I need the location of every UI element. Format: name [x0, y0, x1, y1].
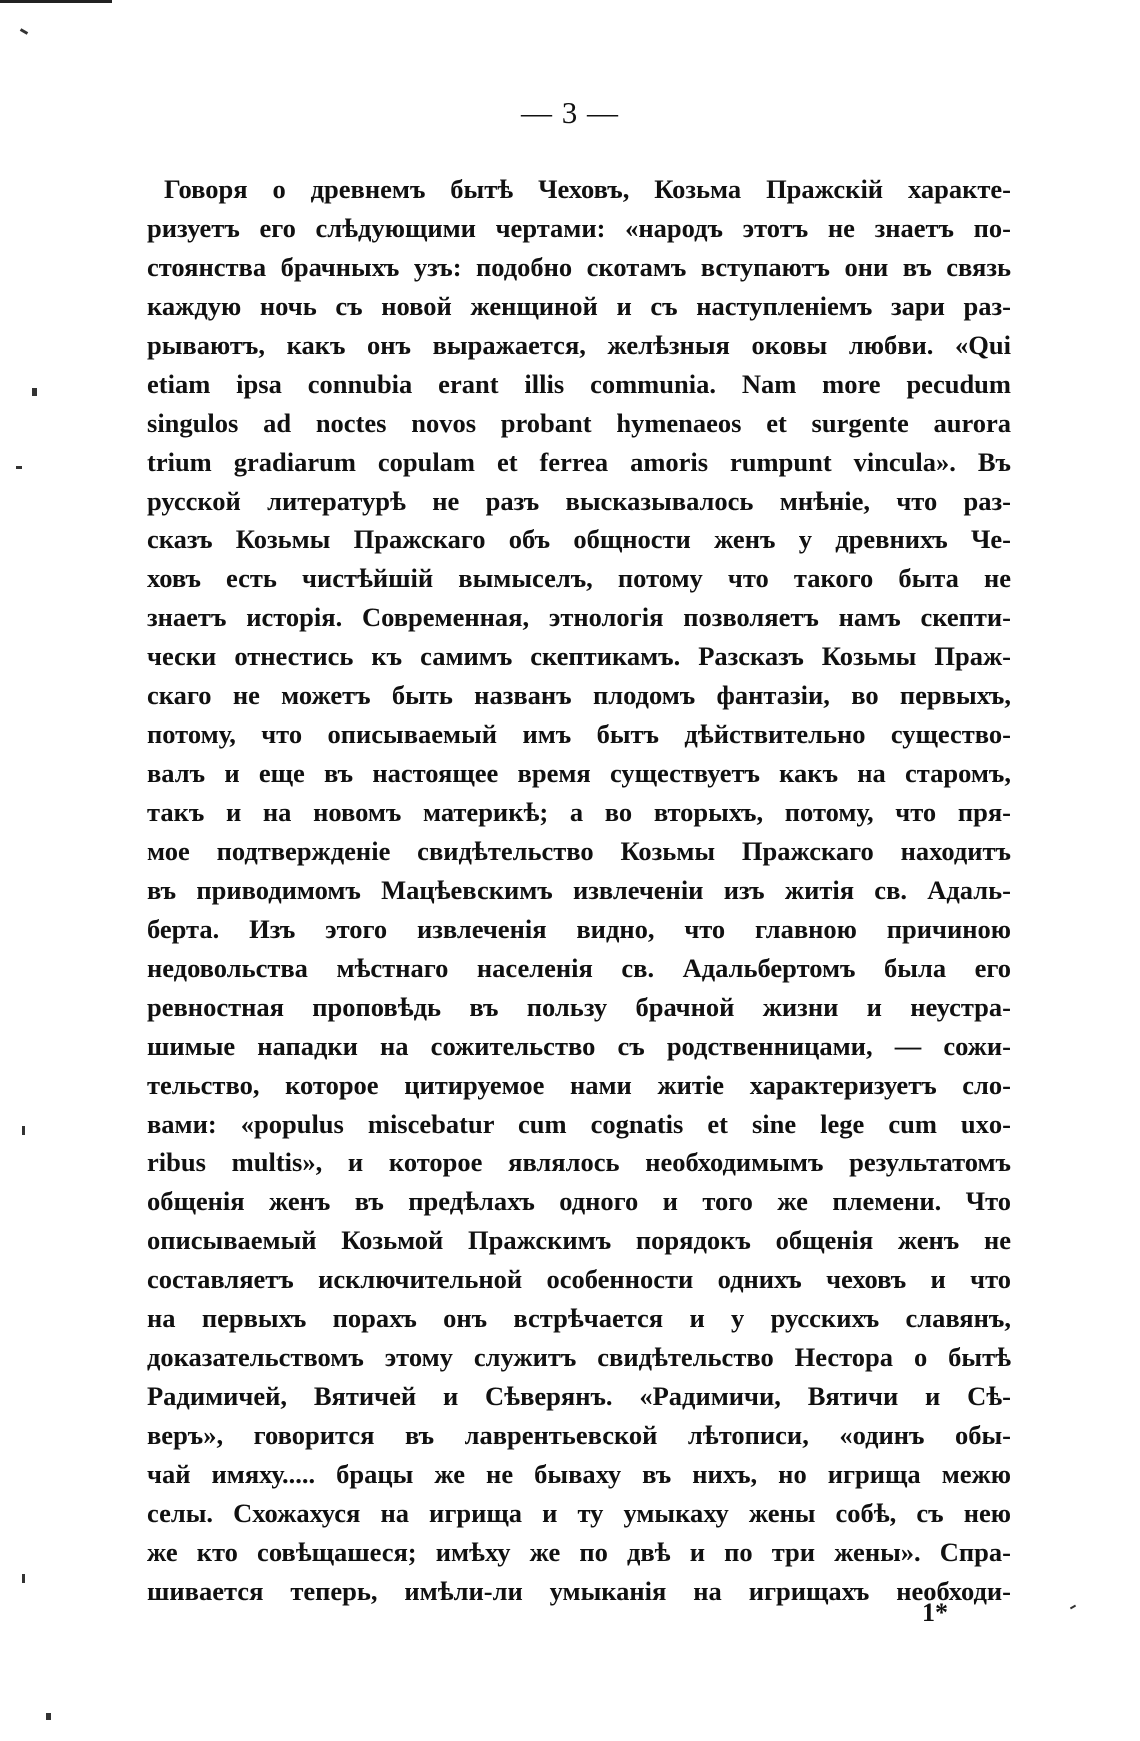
text-line: недовольства мѣстнаго населенія св. Адальбертомъ была его: [147, 952, 1011, 983]
text-line: ревностная проповѣдь въ пользу брачной жизни и неустра-: [147, 991, 1011, 1022]
scan-speck: [22, 1126, 25, 1135]
scan-speck: [16, 466, 22, 469]
scan-speck: [46, 1713, 51, 1720]
text-line: шивается теперь, имѣли-ли умыканія на игрищахъ необходи-: [147, 1575, 1011, 1606]
text-line: берта. Изъ этого извлеченія видно, что главною причиною: [147, 913, 1011, 944]
text-line: знаетъ исторія. Современная, этнологія позволяетъ намъ скепти-: [147, 602, 1011, 633]
body-text: [147, 170, 1011, 1611]
scan-speck: [1070, 1605, 1076, 1610]
text-line: мое подтвержденіе свидѣтельство Козьмы Пражскаго находитъ: [147, 835, 1011, 866]
text-line: каждую ночь съ новой женщиной и съ наступленіемъ зари раз-: [147, 290, 1011, 321]
text-line: тельство, которое цитируемое нами житіе характеризуетъ сло-: [147, 1069, 1011, 1100]
text-line: сказъ Козьмы Пражскаго объ общности женъ у древнихъ Че-: [147, 524, 1011, 555]
text-line: шимые нападки на сожительство съ родственницами, — сожи-: [147, 1030, 1011, 1061]
text-line: стоянства брачныхъ узъ: подобно скотамъ вступаютъ они въ связь: [147, 251, 1011, 282]
text-line: ховъ есть чистѣйшій вымыселъ, потому что такого быта не: [147, 563, 1011, 594]
text-line: же кто совѣщашеся; имѣху же по двѣ и по три жены». Спра-: [147, 1536, 1011, 1567]
text-line: чай имяху..... брацы же не бываху въ нихъ, но игрища межю: [147, 1458, 1011, 1489]
text-line: singulos ad noctes novos probant hymenaeos et surgente aurora: [147, 407, 1011, 438]
page-number: — 3 —: [521, 95, 619, 130]
text-line: ribus multis», и которое являлось необходимымъ результатомъ: [147, 1147, 1011, 1178]
signature-mark: 1*: [922, 1598, 948, 1627]
text-line: валъ и еще въ настоящее время существуетъ какъ на старомъ,: [147, 758, 1011, 789]
text-line: селы. Схожахуся на игрища и ту умыкаху жены собѣ, съ нею: [147, 1497, 1011, 1528]
text-line: вами: «populus miscebatur cum cognatis et sine lege cum uxo-: [147, 1108, 1011, 1139]
top-rule: [0, 0, 112, 3]
scan-speck: [32, 388, 37, 396]
text-line: общенія женъ въ предѣлахъ одного и того же племени. Что: [147, 1186, 1011, 1217]
text-line: рываютъ, какъ онъ выражается, желѣзныя оковы любви. «Qui: [147, 329, 1011, 360]
text-line: русской литературѣ не разъ высказывалось мнѣніе, что раз-: [147, 485, 1011, 516]
scan-speck: [20, 28, 28, 35]
scan-speck: [22, 1574, 25, 1583]
text-line: составляетъ исключительной особенности однихъ чеховъ и что: [147, 1264, 1011, 1295]
text-line: на первыхъ порахъ онъ встрѣчается и у русскихъ славянъ,: [147, 1303, 1011, 1334]
text-line: чески отнестись къ самимъ скептикамъ. Разсказъ Козьмы Праж-: [147, 641, 1011, 672]
text-line: потому, что описываемый имъ бытъ дѣйствительно существо-: [147, 719, 1011, 750]
text-line: описываемый Козьмой Пражскимъ порядокъ общенія женъ не: [147, 1225, 1011, 1256]
text-line: etiam ipsa connubia erant illis communia. Nam more pecudum: [147, 368, 1011, 399]
text-line: Радимичей, Вятичей и Сѣверянъ. «Радимичи, Вятичи и Сѣ-: [147, 1381, 1011, 1412]
text-line: Говоря о древнемъ бытѣ Чеховъ, Козьма Пражскій характе-: [164, 174, 1011, 204]
text-line: trium gradiarum copulam et ferrea amoris rumpunt vincula». Въ: [147, 446, 1011, 477]
text-line: въ приводимомъ Мацѣевскимъ извлеченіи изъ житія св. Адаль-: [147, 874, 1011, 905]
text-line: ризуетъ его слѣдующими чертами: «народъ этотъ не знаетъ по-: [147, 212, 1011, 243]
text-line: веръ», говорится въ лаврентьевской лѣтописи, «одинъ обы-: [147, 1420, 1011, 1450]
text-line: доказательствомъ этому служитъ свидѣтельство Нестора о бытѣ: [147, 1342, 1011, 1373]
text-line: такъ и на новомъ материкѣ; а во вторыхъ, потому, что пря-: [147, 797, 1011, 827]
text-line: скаго не можетъ быть названъ плодомъ фантазіи, во первыхъ,: [147, 680, 1011, 711]
